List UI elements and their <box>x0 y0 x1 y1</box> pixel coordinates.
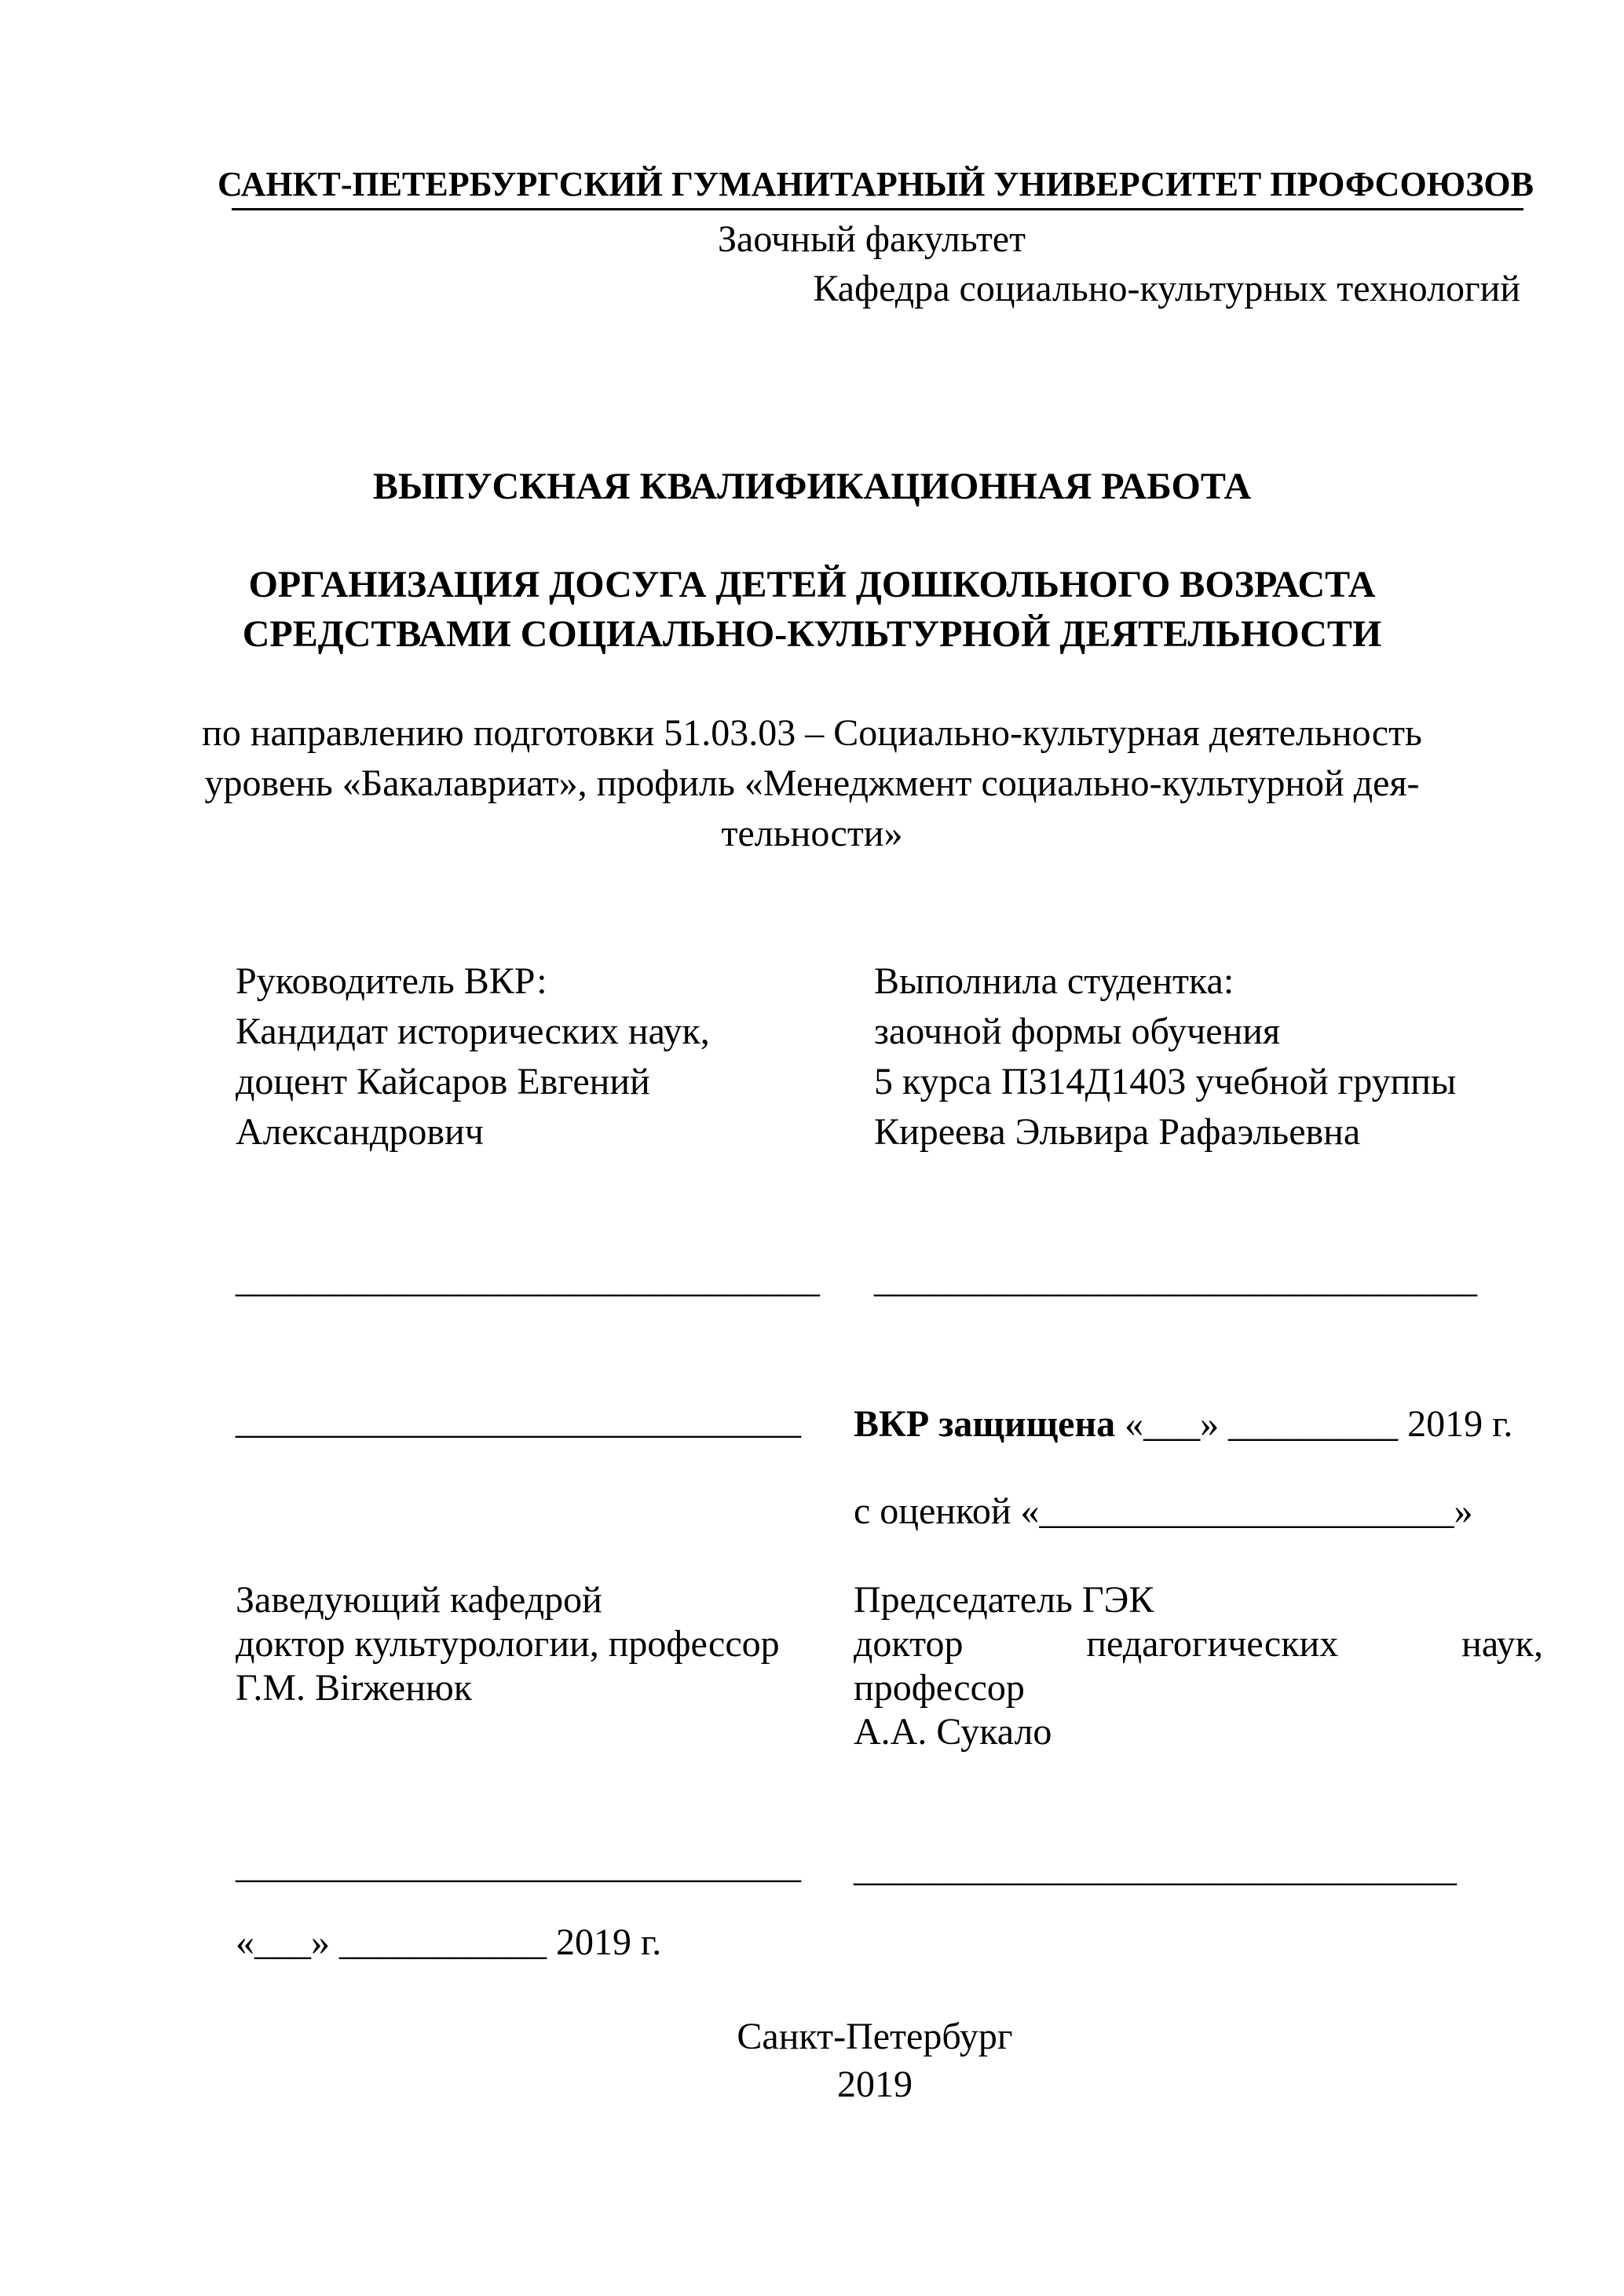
student-group: 5 курса ПЗ14Д1403 учебной группы <box>874 1061 1457 1102</box>
year: 2019 <box>837 2064 913 2105</box>
approval-date: «___» ___________ 2019 г. <box>236 1921 662 1963</box>
chair-degree: доктор педагогических наук, <box>854 1623 1543 1665</box>
chair-name: А.А. Сукало <box>854 1711 1052 1753</box>
defense-label: ВКР защищена <box>854 1403 1116 1445</box>
supervisor-label: Руководитель ВКР: <box>236 960 547 1002</box>
signature-line: ______________________________ <box>236 1400 801 1442</box>
university-name: САНКТ-ПЕТЕРБУРГСКИЙ ГУМАНИТАРНЫЙ УНИВЕРСИТЕТ ПРОФСОЮЗОВ <box>217 165 1534 203</box>
direction-line3: тельности» <box>721 813 903 854</box>
chair-signature-line: ________________________________ <box>854 1848 1457 1889</box>
head-label: Заведующий кафедрой <box>236 1579 602 1621</box>
student-name: Киреева Эльвира Рафаэльевна <box>874 1111 1361 1153</box>
student-label: Выполнила студентка: <box>874 960 1234 1002</box>
head-degree: доктор культурологии, профессор <box>236 1623 780 1665</box>
supervisor-name: доцент Кайсаров Евгений <box>236 1061 650 1102</box>
header-rule <box>232 208 1523 210</box>
direction-line1: по направлению подготовки 51.03.03 – Социально-культурная деятельность <box>202 712 1422 754</box>
defense-grade: с оценкой «______________________» <box>854 1490 1473 1532</box>
chair-title: профессор <box>854 1667 1025 1709</box>
topic-line2: СРЕДСТВАМИ СОЦИАЛЬНО-КУЛЬТУРНОЙ ДЕЯТЕЛЬНОСТИ <box>242 613 1382 655</box>
chair-label: Председатель ГЭК <box>854 1579 1154 1621</box>
faculty: Заочный факультет <box>718 218 1026 260</box>
supervisor-degree: Кандидат исторических наук, <box>236 1011 710 1052</box>
defense-date-blank: «___» _________ 2019 г. <box>1115 1403 1513 1445</box>
department: Кафедра социально-культурных технологий <box>813 268 1520 309</box>
student-signature-line: ________________________________ <box>874 1259 1477 1300</box>
head-signature-line: ______________________________ <box>236 1844 801 1886</box>
supervisor-signature-line: _______________________________ <box>236 1259 820 1300</box>
city: Санкт-Петербург <box>737 2016 1013 2057</box>
topic-line1: ОРГАНИЗАЦИЯ ДОСУГА ДЕТЕЙ ДОШКОЛЬНОГО ВОЗРАСТА <box>248 564 1376 605</box>
direction-line2: уровень «Бакалавриат», профиль «Менеджмент социально-культурной дея- <box>204 762 1420 804</box>
defense-date <box>854 1401 1512 1448</box>
work-type: ВЫПУСКНАЯ КВАЛИФИКАЦИОННАЯ РАБОТА <box>372 466 1252 507</box>
supervisor-patronymic: Александрович <box>236 1111 484 1153</box>
student-form: заочной формы обучения <box>874 1011 1281 1052</box>
head-name: Г.М. Birженюк <box>236 1667 473 1709</box>
